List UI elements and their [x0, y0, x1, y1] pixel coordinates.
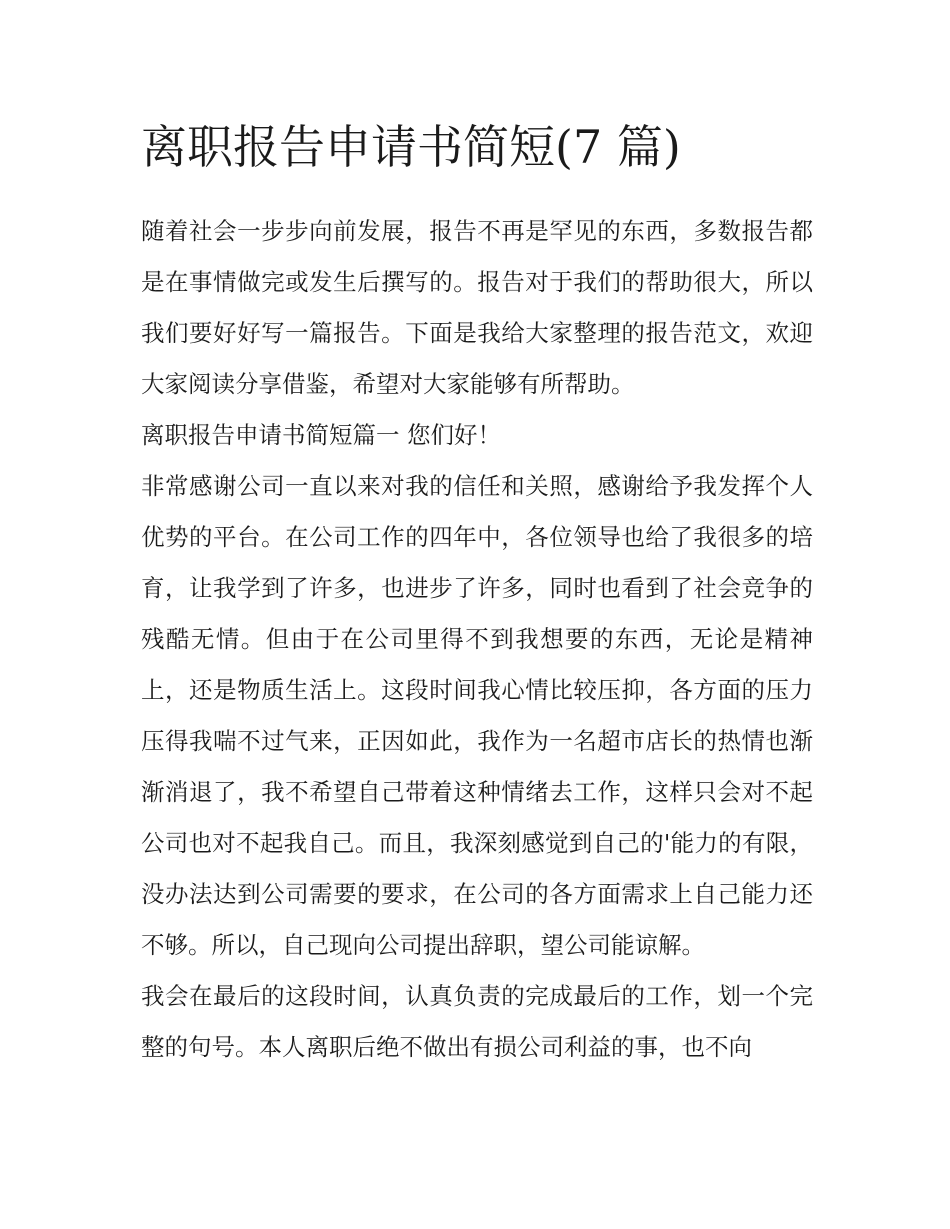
document-page: [141, 112, 813, 1073]
body-paragraph-1: 非常感谢公司一直以来对我的信任和关照，感谢给予我发挥个人优势的平台。在公司工作的四年中，各位领导也给了我很多的培育，让我学到了许多，也进步了许多，同时也看到了社会竞争的残酷无情。但由于在公司里得不到我想要的东西，无论是精神上，还是物质生活上。这段时间我心情比较压抑，各方面的压力压得我喘不过气来，正因如此，我作为一名超市店长的热情也渐渐消退了，我不希望自己带着这种情绪去工作，这样只会对不起公司也对不起我自己。而且，我深刻感觉到自己的'能力的有限，没办法达到公司需要的要求，在公司的各方面需求上自己能力还不够。所以，自己现向公司提出辞职，望公司能谅解。: [141, 472, 813, 959]
intro-paragraph: 随着社会一步步向前发展，报告不再是罕见的东西，多数报告都是在事情做完或发生后撰写的。报告对于我们的帮助很大，所以我们要好好写一篇报告。下面是我给大家整理的报告范文，欢迎大家阅读分享借鉴，希望对大家能够有所帮助。: [141, 217, 813, 398]
section-heading-paragraph: 离职报告申请书简短篇一 您们好！: [141, 421, 501, 449]
body-paragraph-2: 我会在最后的这段时间，认真负责的完成最后的工作，划一个完整的句号。本人离职后绝不做出有损公司利益的事，也不向: [141, 982, 813, 1061]
document-title: 离职报告申请书简短(7 篇): [141, 120, 681, 174]
